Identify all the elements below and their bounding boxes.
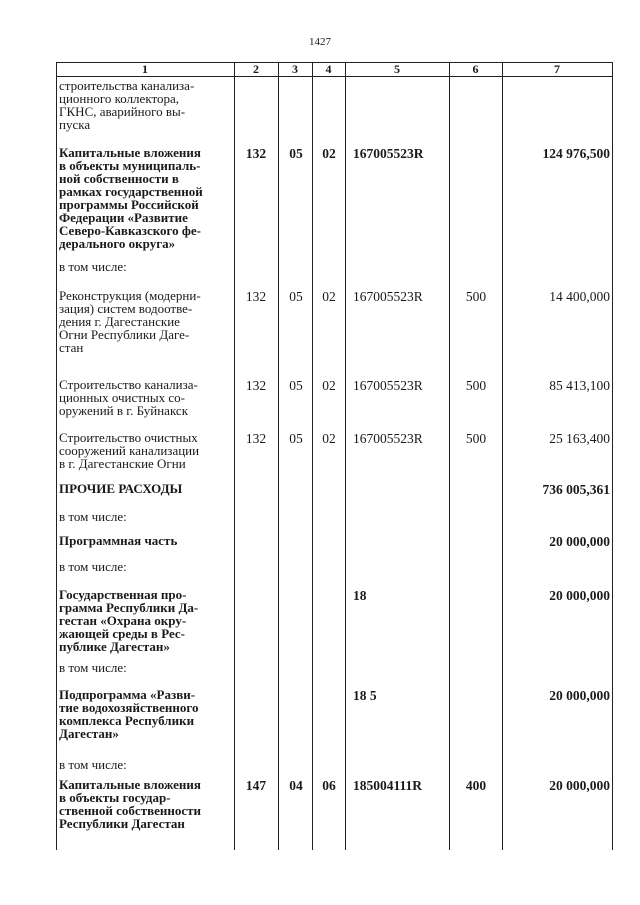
cell-col-7: 85 413,100 — [549, 378, 610, 393]
cell-col-6: 500 — [465, 289, 487, 304]
cell-col-5: 167005523R — [353, 289, 423, 304]
cell-col-7: 124 976,500 — [542, 146, 610, 161]
col-divider — [278, 62, 279, 850]
header-col-3: 3 — [292, 62, 298, 76]
row-description: в том числе: — [59, 559, 127, 574]
header-col-6: 6 — [472, 62, 479, 76]
cell-col-7: 736 005,361 — [542, 482, 610, 497]
cell-col-2: 132 — [245, 378, 267, 393]
row-description: в том числе: — [59, 259, 127, 274]
table-border-left — [56, 62, 57, 850]
row-description: в том числе: — [59, 660, 127, 675]
cell-col-4: 02 — [322, 289, 336, 304]
cell-col-3: 05 — [289, 146, 303, 161]
cell-col-2: 132 — [245, 431, 267, 446]
cell-col-5: 167005523R — [353, 378, 423, 393]
row-description: Капитальные вложения в объекты муниципаль- ной собственности в рамках государственной программы Российской Федерации «Развитие Северо-Кавказского фе- дерального округа» — [59, 145, 203, 251]
cell-col-7: 20 000,000 — [549, 588, 610, 603]
cell-col-3: 05 — [289, 378, 303, 393]
cell-col-7: 20 000,000 — [549, 534, 610, 549]
cell-col-7: 20 000,000 — [549, 688, 610, 703]
budget-table — [56, 62, 613, 850]
col-divider — [312, 62, 313, 850]
cell-col-4: 02 — [322, 378, 336, 393]
row-description: Государственная про- грамма Республики Да- гестан «Охрана окру- жающей среды в Рес- публике Дагестан» — [59, 587, 199, 654]
row-description: строительства канализа- ционного коллектора, ГКНС, аварийного вы- пуска — [59, 78, 195, 132]
row-description: Подпрограмма «Разви- тие водохозяйственного комплекса Республики Дагестан» — [59, 687, 199, 741]
cell-col-2: 132 — [245, 289, 267, 304]
row-description: Реконструкция (модерни- зация) систем водоотве- дения г. Дагестанские Огни Республики Даге- стан — [59, 288, 201, 355]
row-description: ПРОЧИЕ РАСХОДЫ — [59, 481, 183, 496]
table-border-right — [612, 62, 613, 850]
header-col-2: 2 — [253, 62, 259, 76]
cell-col-7: 20 000,000 — [549, 778, 610, 793]
cell-col-5: 167005523R — [353, 431, 423, 446]
cell-col-6: 500 — [465, 431, 487, 446]
header-bottom-rule — [56, 76, 613, 77]
header-col-7: 7 — [554, 62, 560, 76]
cell-col-4: 02 — [322, 431, 336, 446]
cell-col-6: 400 — [465, 778, 487, 793]
cell-col-5: 167005523R — [353, 146, 424, 161]
page-number: 1427 — [309, 36, 331, 48]
col-divider — [234, 62, 235, 850]
row-description: Капитальные вложения в объекты государ- ственной собственности Республики Дагестан — [59, 777, 202, 831]
cell-col-5: 185004111R — [353, 778, 423, 793]
row-description: Программная часть — [59, 533, 178, 548]
cell-col-7: 25 163,400 — [549, 431, 610, 446]
header-col-1: 1 — [142, 62, 148, 76]
header-col-4: 4 — [325, 62, 332, 76]
col-divider — [449, 62, 450, 850]
cell-col-3: 05 — [289, 431, 303, 446]
cell-col-3: 04 — [289, 778, 303, 793]
row-description: Строительство канализа- ционных очистных со- оружений в г. Буйнакск — [59, 377, 198, 418]
row-description: в том числе: — [59, 757, 127, 772]
cell-col-5: 18 — [353, 588, 367, 603]
cell-col-3: 05 — [289, 289, 303, 304]
cell-col-4: 02 — [322, 146, 336, 161]
col-divider — [345, 62, 346, 850]
header-col-5: 5 — [394, 62, 400, 76]
cell-col-6: 500 — [465, 378, 487, 393]
cell-col-2: 132 — [245, 146, 267, 161]
cell-col-2: 147 — [245, 778, 267, 793]
row-description: Строительство очистных сооружений канализации в г. Дагестанские Огни — [59, 430, 200, 471]
col-divider — [502, 62, 503, 850]
cell-col-5: 18 5 — [353, 688, 377, 703]
row-description: в том числе: — [59, 509, 127, 524]
cell-col-7: 14 400,000 — [549, 289, 610, 304]
cell-col-4: 06 — [322, 778, 336, 793]
